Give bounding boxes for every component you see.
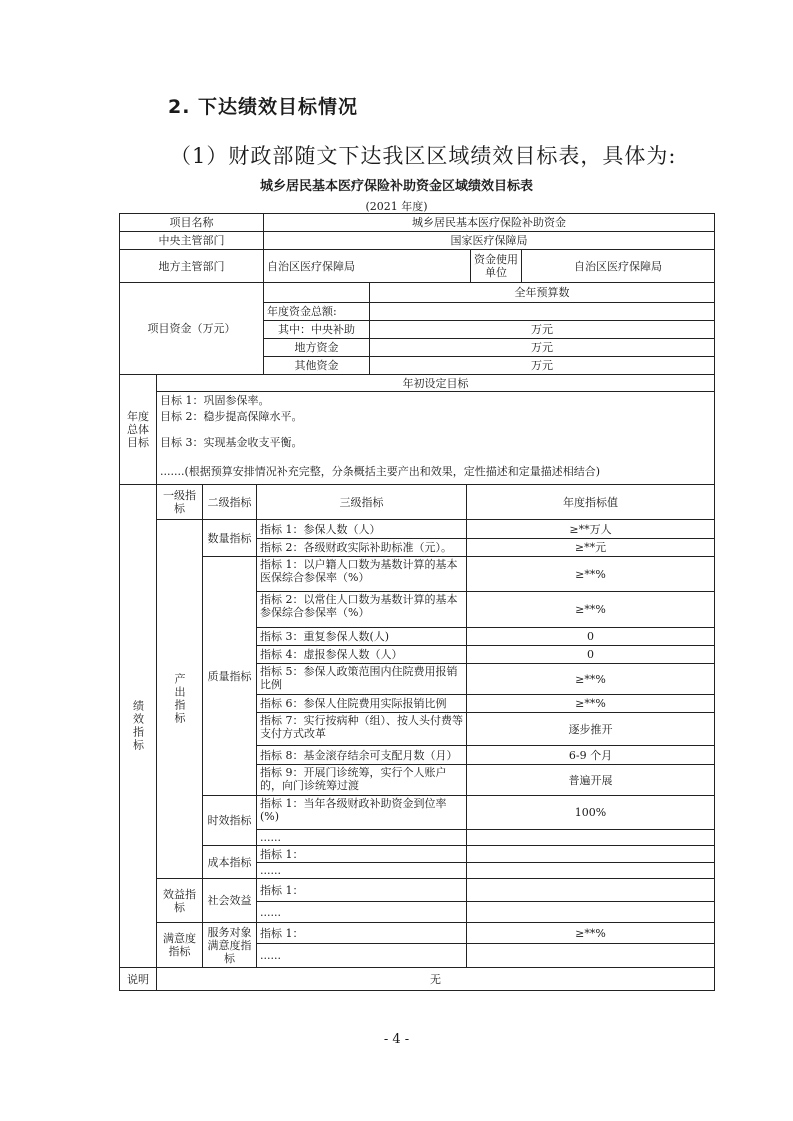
subheading: （1）财政部随文下达我区区域绩效目标表，具体为:: [170, 144, 677, 168]
remarks-label: 说明: [119, 967, 157, 991]
benefit-label: 效益指标: [156, 878, 203, 923]
local-dept-label: 地方主管部门: [119, 249, 264, 283]
funds-header: 全年预算数: [369, 282, 715, 303]
indicator-value: [466, 901, 715, 923]
indicator-value: ≥**%: [466, 663, 715, 695]
quality-label: 质量指标: [202, 556, 257, 796]
indicator-value: ≥**%: [466, 922, 715, 944]
indicator-value: ≥**%: [466, 694, 715, 713]
indicator-name: 指标 1：以户籍人口数为基数计算的基本医保综合参保率（%）: [256, 556, 467, 592]
remarks-value: 无: [156, 967, 715, 991]
goals-note: .......(根据预算安排情况补充完整，分条概括主要产出和效果，定性描述和定量描述相结合): [160, 465, 601, 478]
indicator-value: 6-9 个月: [466, 745, 715, 765]
timeliness-label: 时效指标: [202, 795, 257, 846]
indicator-value: ≥**%: [466, 591, 715, 628]
indicator-name: 指标 4：虚报参保人数（人）: [256, 645, 467, 664]
indicator-name: 指标 1：: [256, 845, 467, 863]
central-dept-value: 国家医疗保障局: [263, 231, 715, 250]
quantity-label: 数量指标: [202, 519, 257, 557]
funds-central-unit: 万元: [369, 320, 715, 339]
local-dept-value: 自治区医疗保障局: [263, 249, 471, 283]
indicator-name: 指标 1：当年各级财政补助资金到位率(%): [256, 795, 467, 830]
indicator-name: ......: [256, 943, 467, 968]
indicator-name: 指标 7：实行按病种（组）、按人头付费等支付方式改革: [256, 712, 467, 746]
service-label: 服务对象满意度指标: [202, 922, 257, 968]
indicator-value: 0: [466, 627, 715, 646]
indicator-value: ≥**%: [466, 556, 715, 592]
funds-local-unit: 万元: [369, 338, 715, 357]
indicators-label: 绩效指标: [119, 484, 157, 968]
indicator-value: [466, 845, 715, 863]
indicator-name: 指标 1：: [256, 922, 467, 944]
goal-item: 目标 1：巩固参保率。: [160, 394, 270, 407]
table-title: 城乡居民基本医疗保险补助资金区域绩效目标表: [259, 179, 533, 194]
indicator-name: 指标 1：: [256, 878, 467, 902]
value-header: 年度指标值: [466, 484, 715, 520]
indicator-name: 指标 2：以常住人口数为基数计算的基本参保综合参保率（%）: [256, 591, 467, 628]
output-label: 产出指标: [156, 519, 203, 879]
indicator-value: [466, 943, 715, 968]
indicator-name: 指标 5：参保人政策范围内住院费用报销比例: [256, 663, 467, 695]
level1-header: 一级指标: [156, 484, 203, 520]
funds-total-value: [369, 302, 715, 321]
funds-other-label: 其他资金: [263, 356, 370, 375]
fund-user-label: 资金使用单位: [470, 249, 522, 283]
goals-label: 年度总体目标: [119, 374, 157, 485]
indicator-name: ......: [256, 829, 467, 846]
section-heading: 2. 下达绩效目标情况: [168, 96, 359, 118]
level2-header: 二级指标: [202, 484, 257, 520]
project-name-value: 城乡居民基本医疗保险补助资金: [263, 213, 715, 232]
funds-central-label: 其中：中央补助: [263, 320, 370, 339]
funds-header-blank: [263, 282, 370, 303]
indicator-value: [466, 862, 715, 879]
page-number: - 4 -: [383, 1032, 410, 1047]
goals-header: 年初设定目标: [156, 374, 715, 392]
cost-label: 成本指标: [202, 845, 257, 879]
indicator-name: ......: [256, 862, 467, 879]
project-name-label: 项目名称: [119, 213, 264, 232]
indicator-value: [466, 829, 715, 846]
indicator-name: 指标 2：各级财政实际补助标准（元）。: [256, 538, 467, 557]
indicator-value: 普遍开展: [466, 764, 715, 796]
satisfaction-label: 满意度指标: [156, 922, 203, 968]
indicator-value: [466, 878, 715, 902]
indicator-name: 指标 1：参保人数（人）: [256, 519, 467, 539]
indicator-value: 100%: [466, 795, 715, 830]
goal-item: 目标 2：稳步提高保障水平。: [160, 410, 303, 423]
funds-local-label: 地方资金: [263, 338, 370, 357]
indicator-name: ......: [256, 901, 467, 923]
indicator-value: ≥**元: [466, 538, 715, 557]
social-label: 社会效益: [202, 878, 257, 923]
central-dept-label: 中央主管部门: [119, 231, 264, 250]
indicator-name: 指标 3：重复参保人数(人): [256, 627, 467, 646]
indicator-name: 指标 8：基金滚存结余可支配月数（月）: [256, 745, 467, 765]
funds-total-label: 年度资金总额:: [263, 302, 370, 321]
indicator-name: 指标 9：开展门诊统筹，实行个人账户的，向门诊统筹过渡: [256, 764, 467, 796]
indicator-value: 0: [466, 645, 715, 664]
goal-item: 目标 3：实现基金收支平衡。: [160, 436, 303, 449]
funds-other-unit: 万元: [369, 356, 715, 375]
table-year: (2021 年度): [365, 200, 428, 213]
indicator-value: 逐步推开: [466, 712, 715, 746]
indicator-value: ≥**万人: [466, 519, 715, 539]
funds-label: 项目资金（万元）: [119, 282, 264, 375]
fund-user-value: 自治区医疗保障局: [521, 249, 715, 283]
level3-header: 三级指标: [256, 484, 467, 520]
indicator-name: 指标 6：参保人住院费用实际报销比例: [256, 694, 467, 713]
